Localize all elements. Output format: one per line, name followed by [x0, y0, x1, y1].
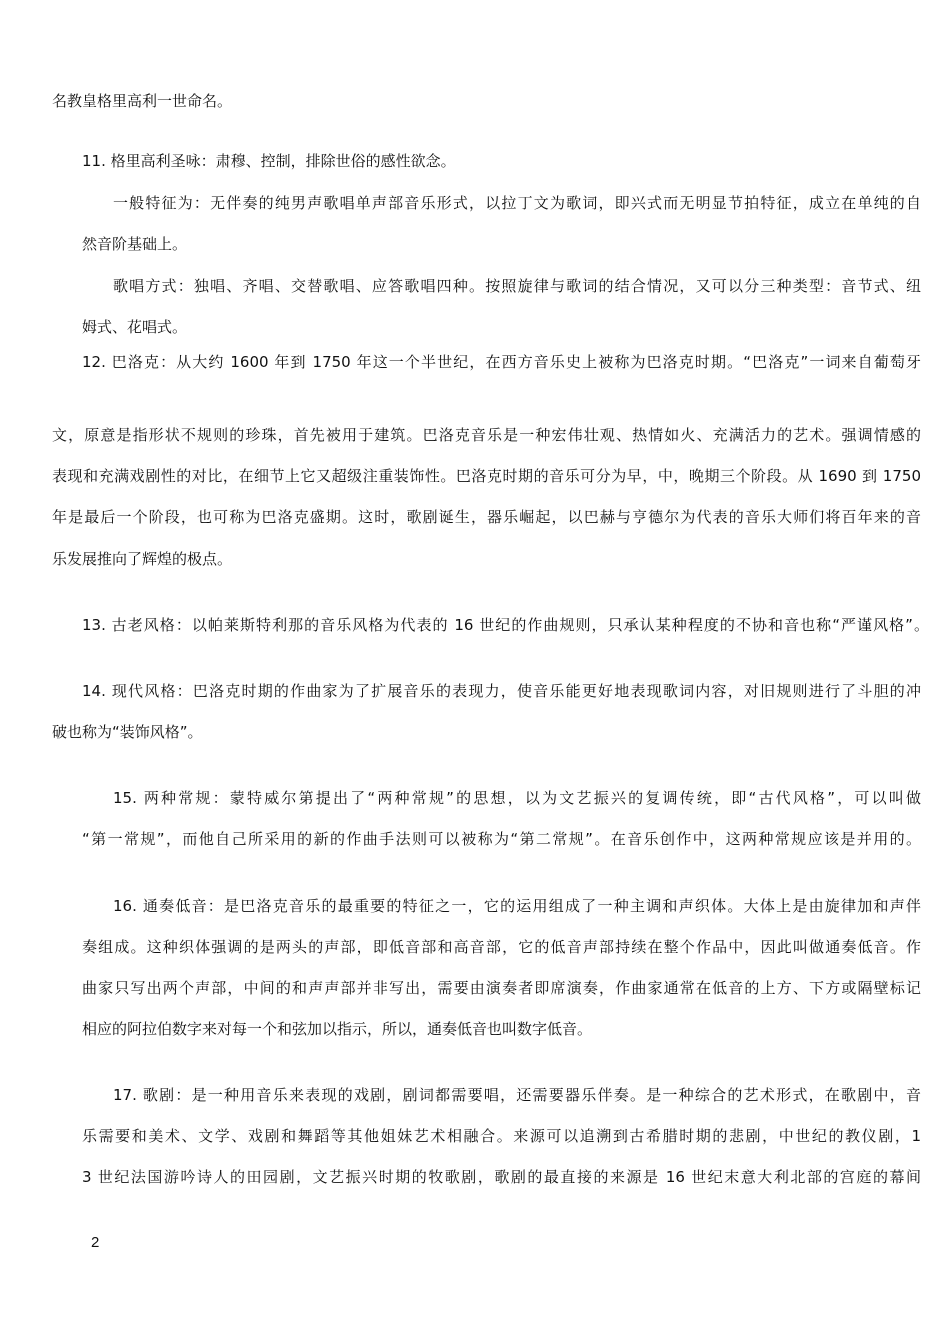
section-16-line-3: 曲家只写出两个声部，中间的和声声部并非写出，需要由演奏者即席演奏，作曲家通常在低音的上方、下方或隔壁标记 [82, 979, 921, 997]
section-17-line-3: 3 世纪法国游吟诗人的田园剧，文艺振兴时期的牧歌剧，歌剧的最直接的来源是 16 世纪末意大利北部的宫庭的幕间 [82, 1168, 921, 1186]
intro-line: 名教皇格里高利一世命名。 [52, 92, 233, 110]
section-12-line-4: 年是最后一个阶段，也可称为巴洛克盛期。这时，歌剧诞生，器乐崛起，以巴赫与亨德尔为代表的音乐大师们将百年来的音 [52, 508, 921, 526]
section-12-line-2: 文，原意是指形状不规则的珍珠，首先被用于建筑。巴洛克音乐是一种宏伟壮观、热情如火、充满活力的艺术。强调情感的 [52, 426, 921, 444]
section-11-singing-line-2: 姆式、花唱式。 [82, 318, 188, 336]
section-16-line-2: 奏组成。这种织体强调的是两头的声部，即低音部和高音部，它的低音声部持续在整个作品中，因此叫做通奏低音。作 [82, 938, 921, 956]
section-11-heading: 11. 格里高利圣咏：肃穆、控制，排除世俗的感性欲念。 [82, 152, 456, 170]
section-12-line-1: 12. 巴洛克：从大约 1600 年到 1750 年这一个半世纪，在西方音乐史上被称为巴洛克时期。“巴洛克”一词来自葡萄牙 [82, 353, 921, 371]
section-15-line-1: 15. 两种常规：蒙特威尔第提出了“两种常规”的思想，以为文艺振兴的复调传统，即“古代风格”，可以叫做 [113, 789, 921, 807]
section-17-line-1: 17. 歌剧：是一种用音乐来表现的戏剧，剧词都需要唱，还需要器乐伴奏。是一种综合的艺术形式，在歌剧中，音 [113, 1086, 921, 1104]
section-17-line-2: 乐需要和美术、文学、戏剧和舞蹈等其他姐妹艺术相融合。来源可以追溯到古希腊时期的悲剧，中世纪的教仪剧，1 [82, 1127, 921, 1145]
section-14-line-2: 破也称为“装饰风格”。 [52, 723, 203, 741]
section-13-line-1: 13. 古老风格：以帕莱斯特利那的音乐风格为代表的 16 世纪的作曲规则，只承认某种程度的不协和音也称“严谨风格”。 [82, 616, 929, 634]
section-12-line-5: 乐发展推向了辉煌的极点。 [52, 550, 233, 568]
page-number: 2 [91, 1234, 100, 1251]
section-11-singing-line-1: 歌唱方式：独唱、齐唱、交替歌唱、应答歌唱四种。按照旋律与歌词的结合情况，又可以分三种类型：音节式、纽 [113, 277, 921, 295]
section-16-line-4: 相应的阿拉伯数字来对每一个和弦加以指示，所以，通奏低音也叫数字低音。 [82, 1020, 593, 1038]
section-14-line-1: 14. 现代风格：巴洛克时期的作曲家为了扩展音乐的表现力，使音乐能更好地表现歌词内容，对旧规则进行了斗胆的冲 [82, 682, 921, 700]
section-11-general-line-2: 然音阶基础上。 [82, 235, 188, 253]
section-11-general-line-1: 一般特征为：无伴奏的纯男声歌唱单声部音乐形式，以拉丁文为歌词，即兴式而无明显节拍特征，成立在单纯的自 [113, 194, 921, 212]
section-16-line-1: 16. 通奏低音：是巴洛克音乐的最重要的特征之一，它的运用组成了一种主调和声织体。大体上是由旋律加和声伴 [113, 897, 921, 915]
section-15-line-2: “第一常规”，而他自己所采用的新的作曲手法则可以被称为“第二常规”。在音乐创作中，这两种常规应该是并用的。 [82, 830, 921, 848]
section-12-line-3: 表现和充满戏剧性的对比，在细节上它又超级注重装饰性。巴洛克时期的音乐可分为早，中，晚期三个阶段。从 1690 到 1750 [52, 467, 921, 485]
